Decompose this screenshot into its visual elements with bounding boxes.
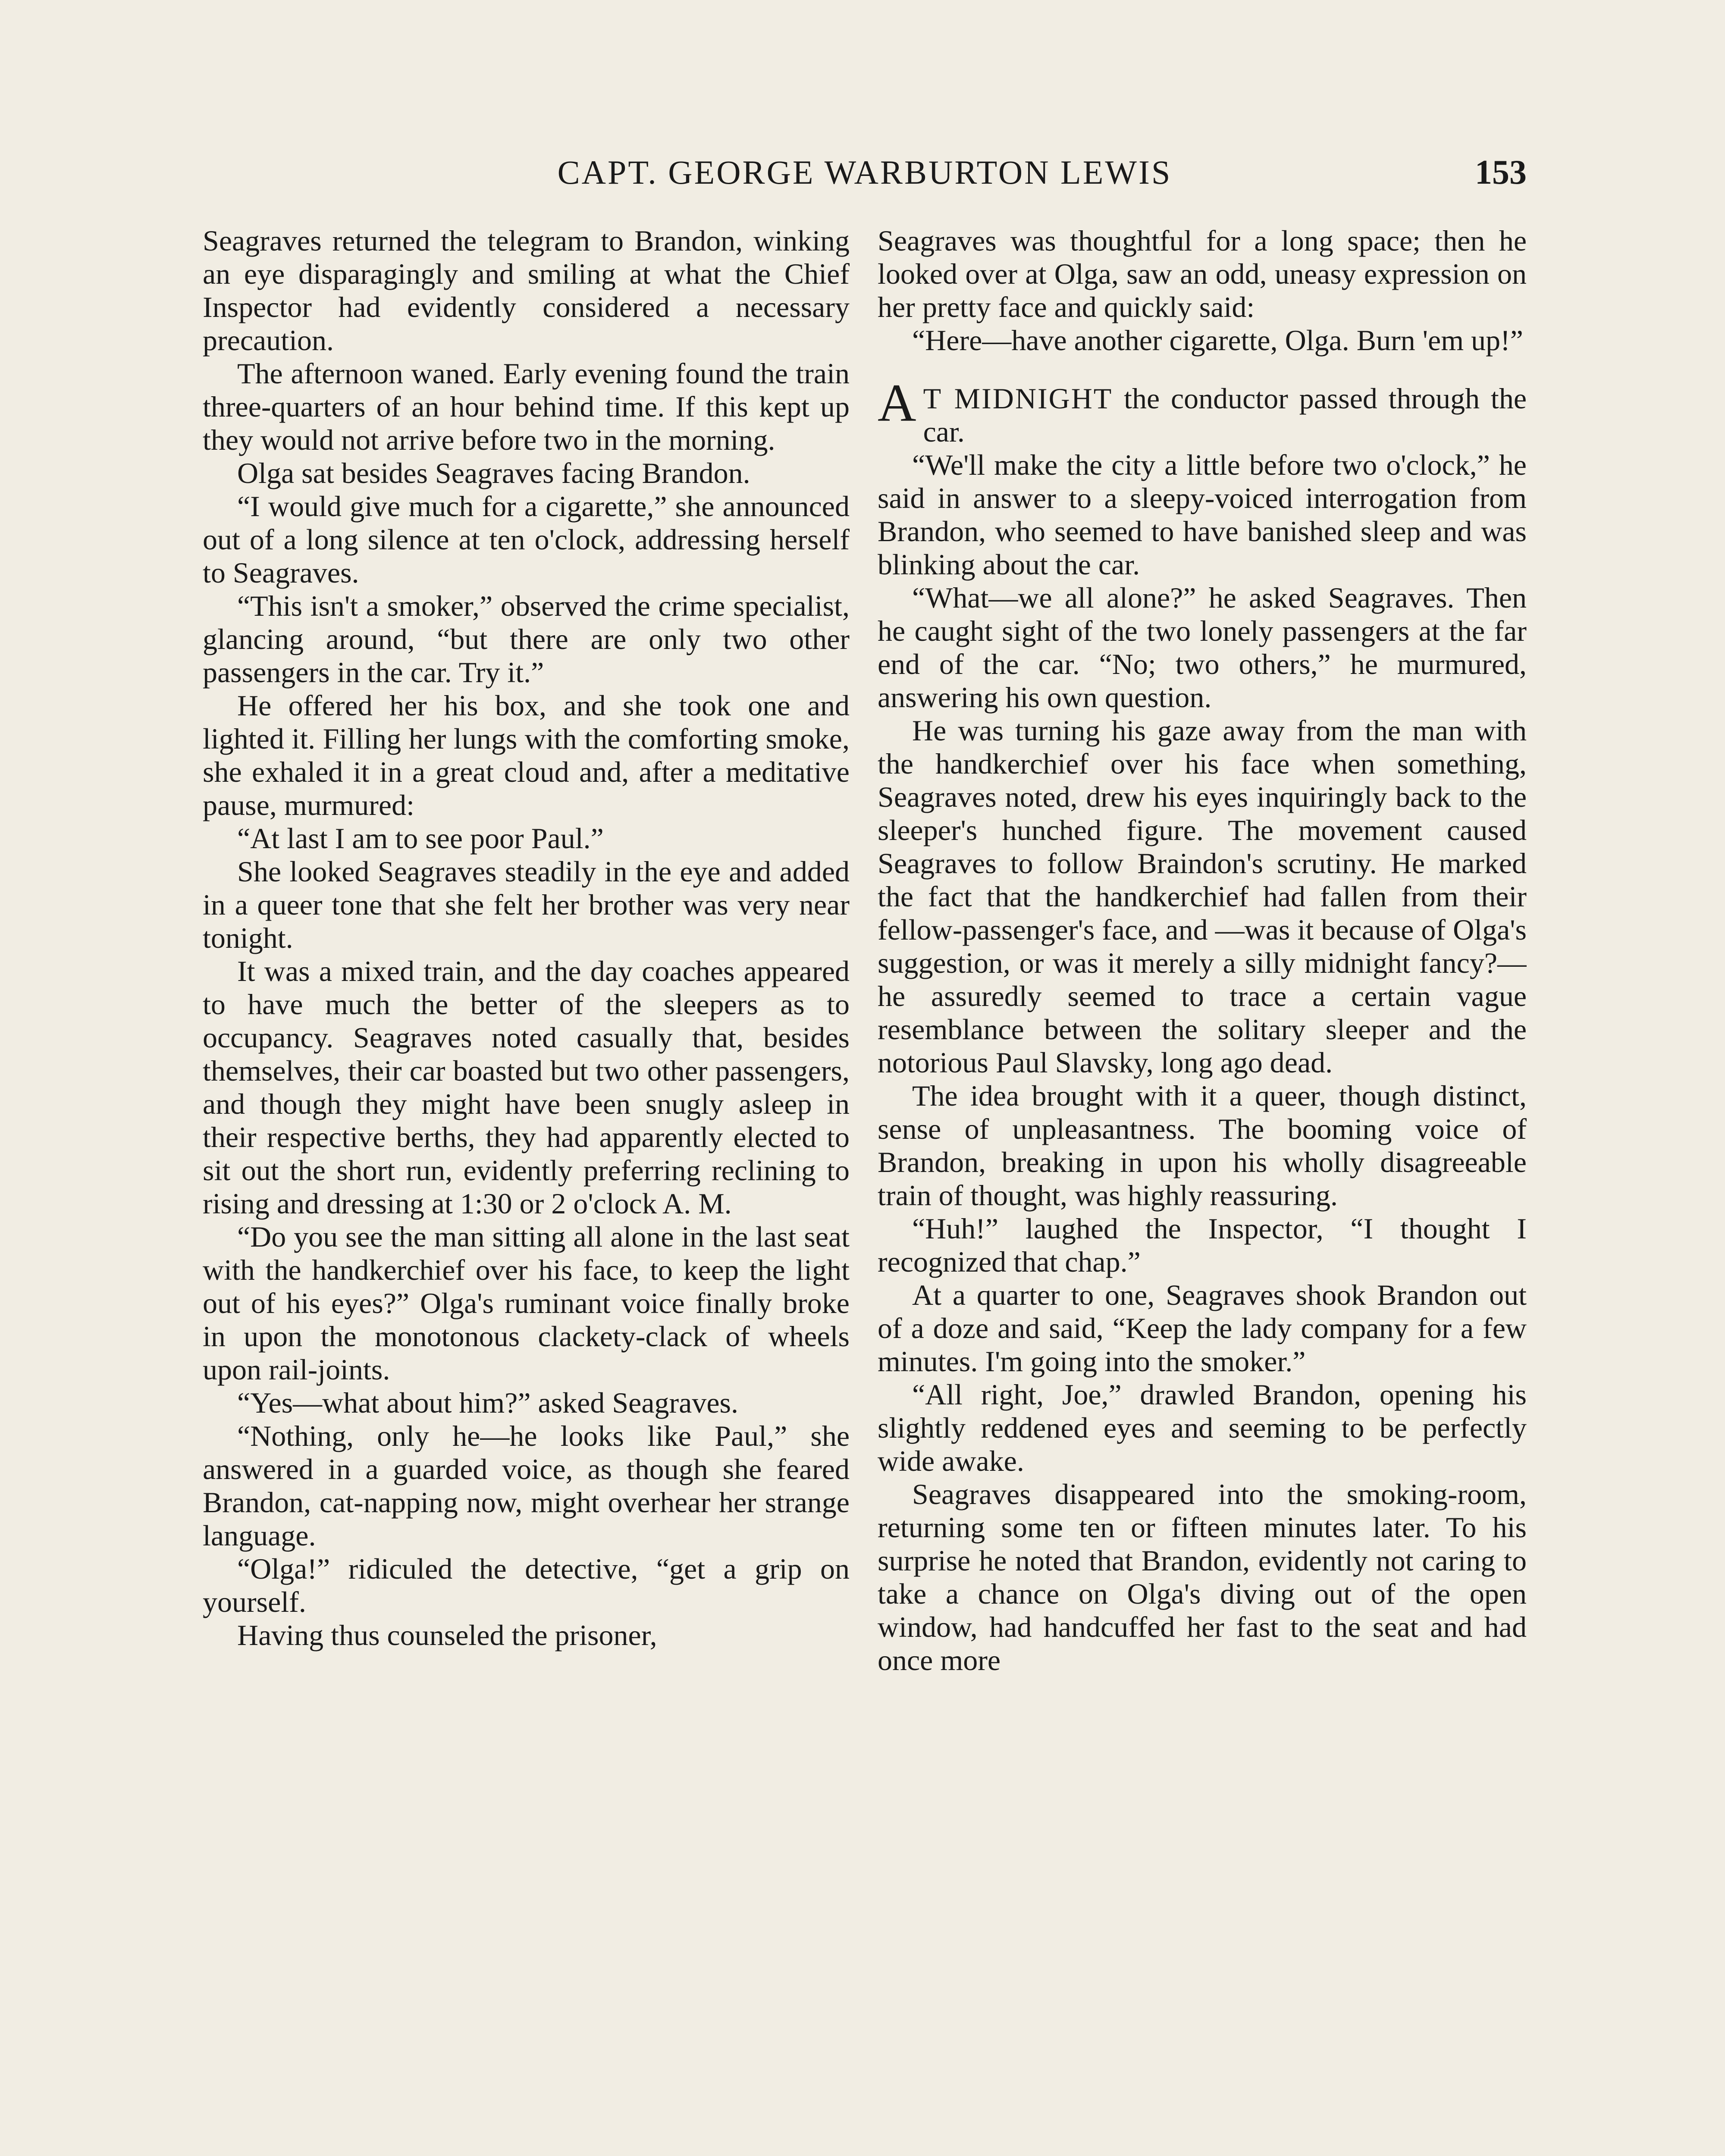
section-lead: T MIDNIGHT [923,382,1113,415]
paragraph: Olga sat besides Seagraves facing Brandon. [237,457,750,489]
section-rest: the conductor passed through the car. [923,382,1527,448]
left-column [203,224,850,2156]
section-opening [878,373,1527,448]
right-column [878,224,1527,2156]
paragraph: Seagraves disappeared into the smoking-room, returning some ten or fifteen minutes later. To his surprise he noted that Brandon, evidently not caring to take a chance on Olga's diving out of the open window, had handcuffed her fast to the seat and had once more [878,1478,1527,1677]
paragraph: “Do you see the man sitting all alone in the last seat with the handkerchief over his face, to keep the light out of his eyes?” Olga's ruminant voice finally broke in upon the monotonous clackety-clack of wheels upon rail-joints. [203,1220,850,1386]
paragraph: “At last I am to see poor Paul.” [237,822,604,855]
paragraph: At a quarter to one, Seagraves shook Brandon out of a doze and said, “Keep the lady company for a few minutes. I'm going into the smoker.” [878,1279,1527,1378]
paragraph: “What—we all alone?” he asked Seagraves. Then he caught sight of the two lonely passengers at the far end of the car. “No; two others,” he murmured, answering his own question. [878,581,1527,714]
paragraph: He was turning his gaze away from the man with the handkerchief over his face when something, Seagraves noted, drew his eyes inquiringly back to the sleeper's hunched figure. The movement caused Seagraves to follow Braindon's scrutiny. He marked the fact that the handkerchief had fallen from their fellow-passenger's face, and —was it because of Olga's suggestion, or was it merely a silly midnight fancy?— he assuredly seemed to trace a certain vague resemblance between the solitary sleeper and the notorious Paul Slavsky, long ago dead. [878,714,1527,1079]
paragraph: “Here—have another cigarette, Olga. Burn 'em up!” [912,324,1523,357]
drop-cap: A [878,373,916,432]
paragraph: Having thus counseled the prisoner, [237,1619,657,1651]
paragraph: “Nothing, only he—he looks like Paul,” she answered in a guarded voice, as though she feared Brandon, cat-napping now, might overhear her strange language. [203,1420,850,1552]
paragraph: He offered her his box, and she took one and lighted it. Filling her lungs with the comforting smoke, she exhaled it in a great cloud and, after a meditative pause, murmured: [203,689,850,821]
paragraph: “Huh!” laughed the Inspector, “I thought I recognized that chap.” [878,1212,1527,1278]
paragraph: She looked Seagraves steadily in the eye and added in a queer tone that she felt her brother was very near tonight. [203,855,850,954]
paragraph: “Olga!” ridiculed the detective, “get a grip on yourself. [203,1552,850,1618]
paragraph: The idea brought with it a queer, though distinct, sense of unpleasantness. The booming voice of Brandon, breaking in upon his wholly disagreeable train of thought, was highly reassuring. [878,1079,1527,1212]
paragraph: “All right, Joe,” drawled Brandon, opening his slightly reddened eyes and seeming to be perfectly wide awake. [878,1378,1527,1477]
page-number: 153 [1475,154,1527,191]
paragraph: “This isn't a smoker,” observed the crime specialist, glancing around, “but there are only two other passengers in the car. Try it.” [203,589,850,689]
paragraph: “We'll make the city a little before two o'clock,” he said in answer to a sleepy-voiced interrogation from Brandon, who seemed to have banished sleep and was blinking about the car. [878,448,1527,581]
paragraph: Seagraves returned the telegram to Brandon, winking an eye disparagingly and smiling at what the Chief Inspector had evidently considered a necessary precaution. [203,224,850,357]
paragraph: It was a mixed train, and the day coaches appeared to have much the better of the sleepers as to occupancy. Seagraves noted casually that, besides themselves, their car boasted but two other passengers, and though they might have been snugly asleep in their respective berths, they had apparently elected to sit out the short run, evidently preferring reclining to rising and dressing at 1:30 or 2 o'clock A. M. [203,955,850,1220]
running-head: CAPT. GEORGE WARBURTON LEWIS [557,154,1172,191]
paragraph: “Yes—what about him?” asked Seagraves. [237,1386,739,1419]
paragraph: “I would give much for a cigarette,” she announced out of a long silence at ten o'clock, addressing herself to Seagraves. [203,490,850,589]
paragraph: Seagraves was thoughtful for a long space; then he looked over at Olga, saw an odd, uneasy expression on her pretty face and quickly said: [878,224,1527,323]
paragraph: The afternoon waned. Early evening found the train three-quarters of an hour behind time. If this kept up they would not arrive before two in the morning. [203,357,850,456]
page-header [203,149,1527,196]
